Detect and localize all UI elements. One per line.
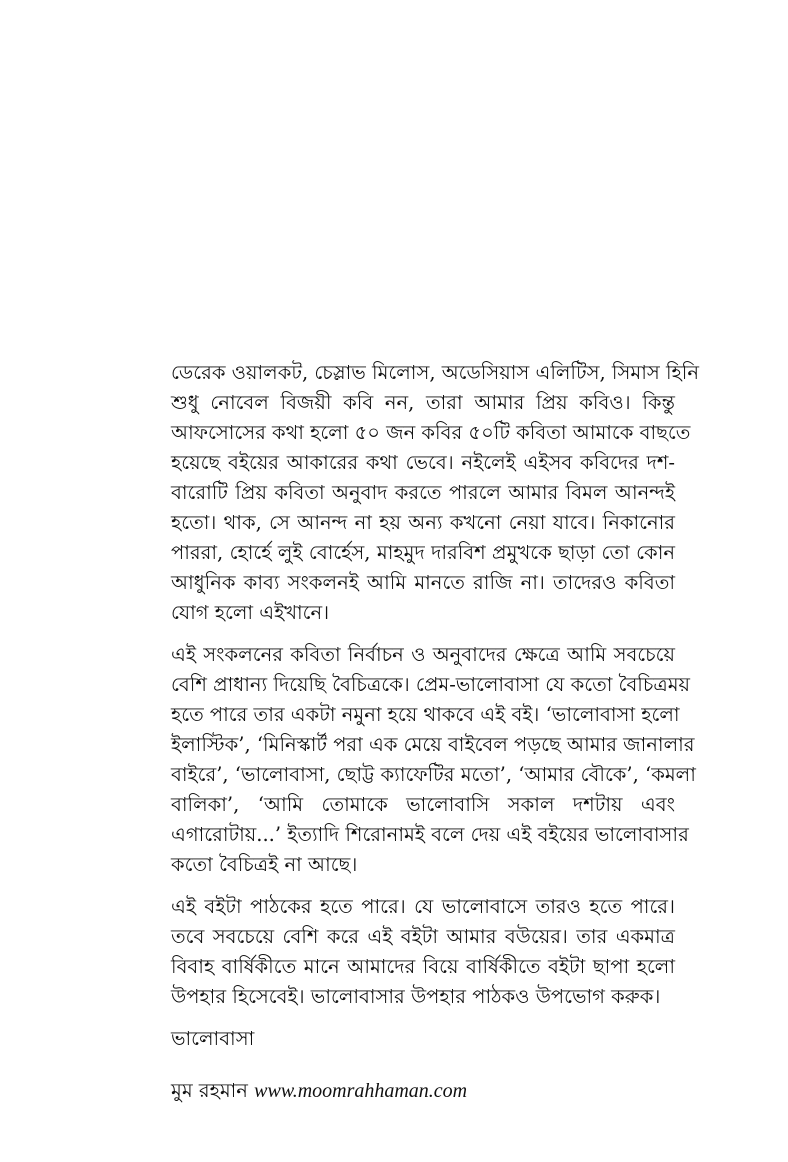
text-line: বারোটি প্রিয় কবিতা অনুবাদ করতে পারলে আমার বিমল আনন্দই (171, 481, 675, 504)
text-line: শুধু নোবেল বিজয়ী কবি নন, তারা আমার প্রিয় কবিও। কিন্তু (171, 391, 675, 414)
text-line: বেশি প্রাধান্য দিয়েছি বৈচিত্রকে। প্রেম-ভালোবাসা যে কতো বৈচিত্রময় (171, 673, 691, 696)
text-line: বালিকা’, ‘আমি তোমাকে ভালোবাসি সকাল দশটায় এবং (171, 793, 675, 816)
paragraph-1 (171, 358, 699, 628)
paragraph-3 (171, 892, 675, 1012)
preface-page (171, 358, 699, 1106)
paragraph-2 (171, 640, 696, 880)
text-line: বিবাহ বার্ষিকীতে মানে আমাদের বিয়ে বার্ষিকীতে বইটা ছাপা হলো (171, 955, 675, 978)
text-line: আধুনিক কাব্য সংকলনই আমি মানতে রাজি না। তাদেরও কবিতা (171, 571, 675, 594)
text-line: বাইরে’, ‘ভালোবাসা, ছোট্ট ক্যাফেটির মতো’, ‘আমার বৌকে’, ‘কমলা (171, 763, 696, 786)
text-line: ডেরেক ওয়ালকট, চেস্লাভ মিলোস, অডেসিয়াস এলিটিস, সিমাস হিনি (171, 361, 699, 384)
text-line: যোগ হলো এইখানে। (171, 601, 330, 624)
text-line: কতো বৈচিত্রই না আছে। (171, 853, 358, 876)
text-line: হতো। থাক, সে আনন্দ না হয় অন্য কখনো নেয়া যাবে। নিকানোর (171, 511, 675, 534)
signoff: ভালোবাসা (171, 1027, 255, 1050)
text-line: ইলাস্টিক’, ‘মিনিস্কার্ট পরা এক মেয়ে বাইবেল পড়ছে আমার জানালার (171, 733, 695, 756)
text-line: তবে সবচেয়ে বেশি করে এই বইটা আমার বউয়ের। তার একমাত্র (171, 925, 675, 948)
text-line: হয়েছে বইয়ের আকারের কথা ভেবে। নইলেই এইসব কবিদের দশ- (171, 451, 675, 474)
text-line: আফসোসের কথা হলো ৫০ জন কবির ৫০টি কবিতা আমাকে বাছতে (171, 421, 691, 444)
text-line: এই বইটা পাঠকের হতে পারে। যে ভালোবাসে তারও হতে পারে। (171, 895, 675, 918)
text-line: হতে পারে তার একটা নমুনা হয়ে থাকবে এই বই। ‘ভালোবাসা হলো (171, 703, 680, 726)
text-line: পাররা, হোর্হে লুই বোর্হেস, মাহমুদ দারবিশ প্রমুখকে ছাড়া তো কোন (171, 541, 675, 564)
text-line: এই সংকলনের কবিতা নির্বাচন ও অনুবাদের ক্ষেত্রে আমি সবচেয়ে (171, 643, 675, 666)
text-line: উপহার হিসেবেই। ভালোবাসার উপহার পাঠকও উপভোগ করুক। (171, 985, 661, 1008)
author-line (171, 1076, 675, 1106)
author-name: মুম রহমান (171, 1079, 248, 1102)
text-line: এগারোটায়...’ ইত্যাদি শিরোনামই বলে দেয় এই বইয়ের ভালোবাসার (171, 823, 689, 846)
author-website: www.moomrahhaman.com (254, 1080, 468, 1102)
